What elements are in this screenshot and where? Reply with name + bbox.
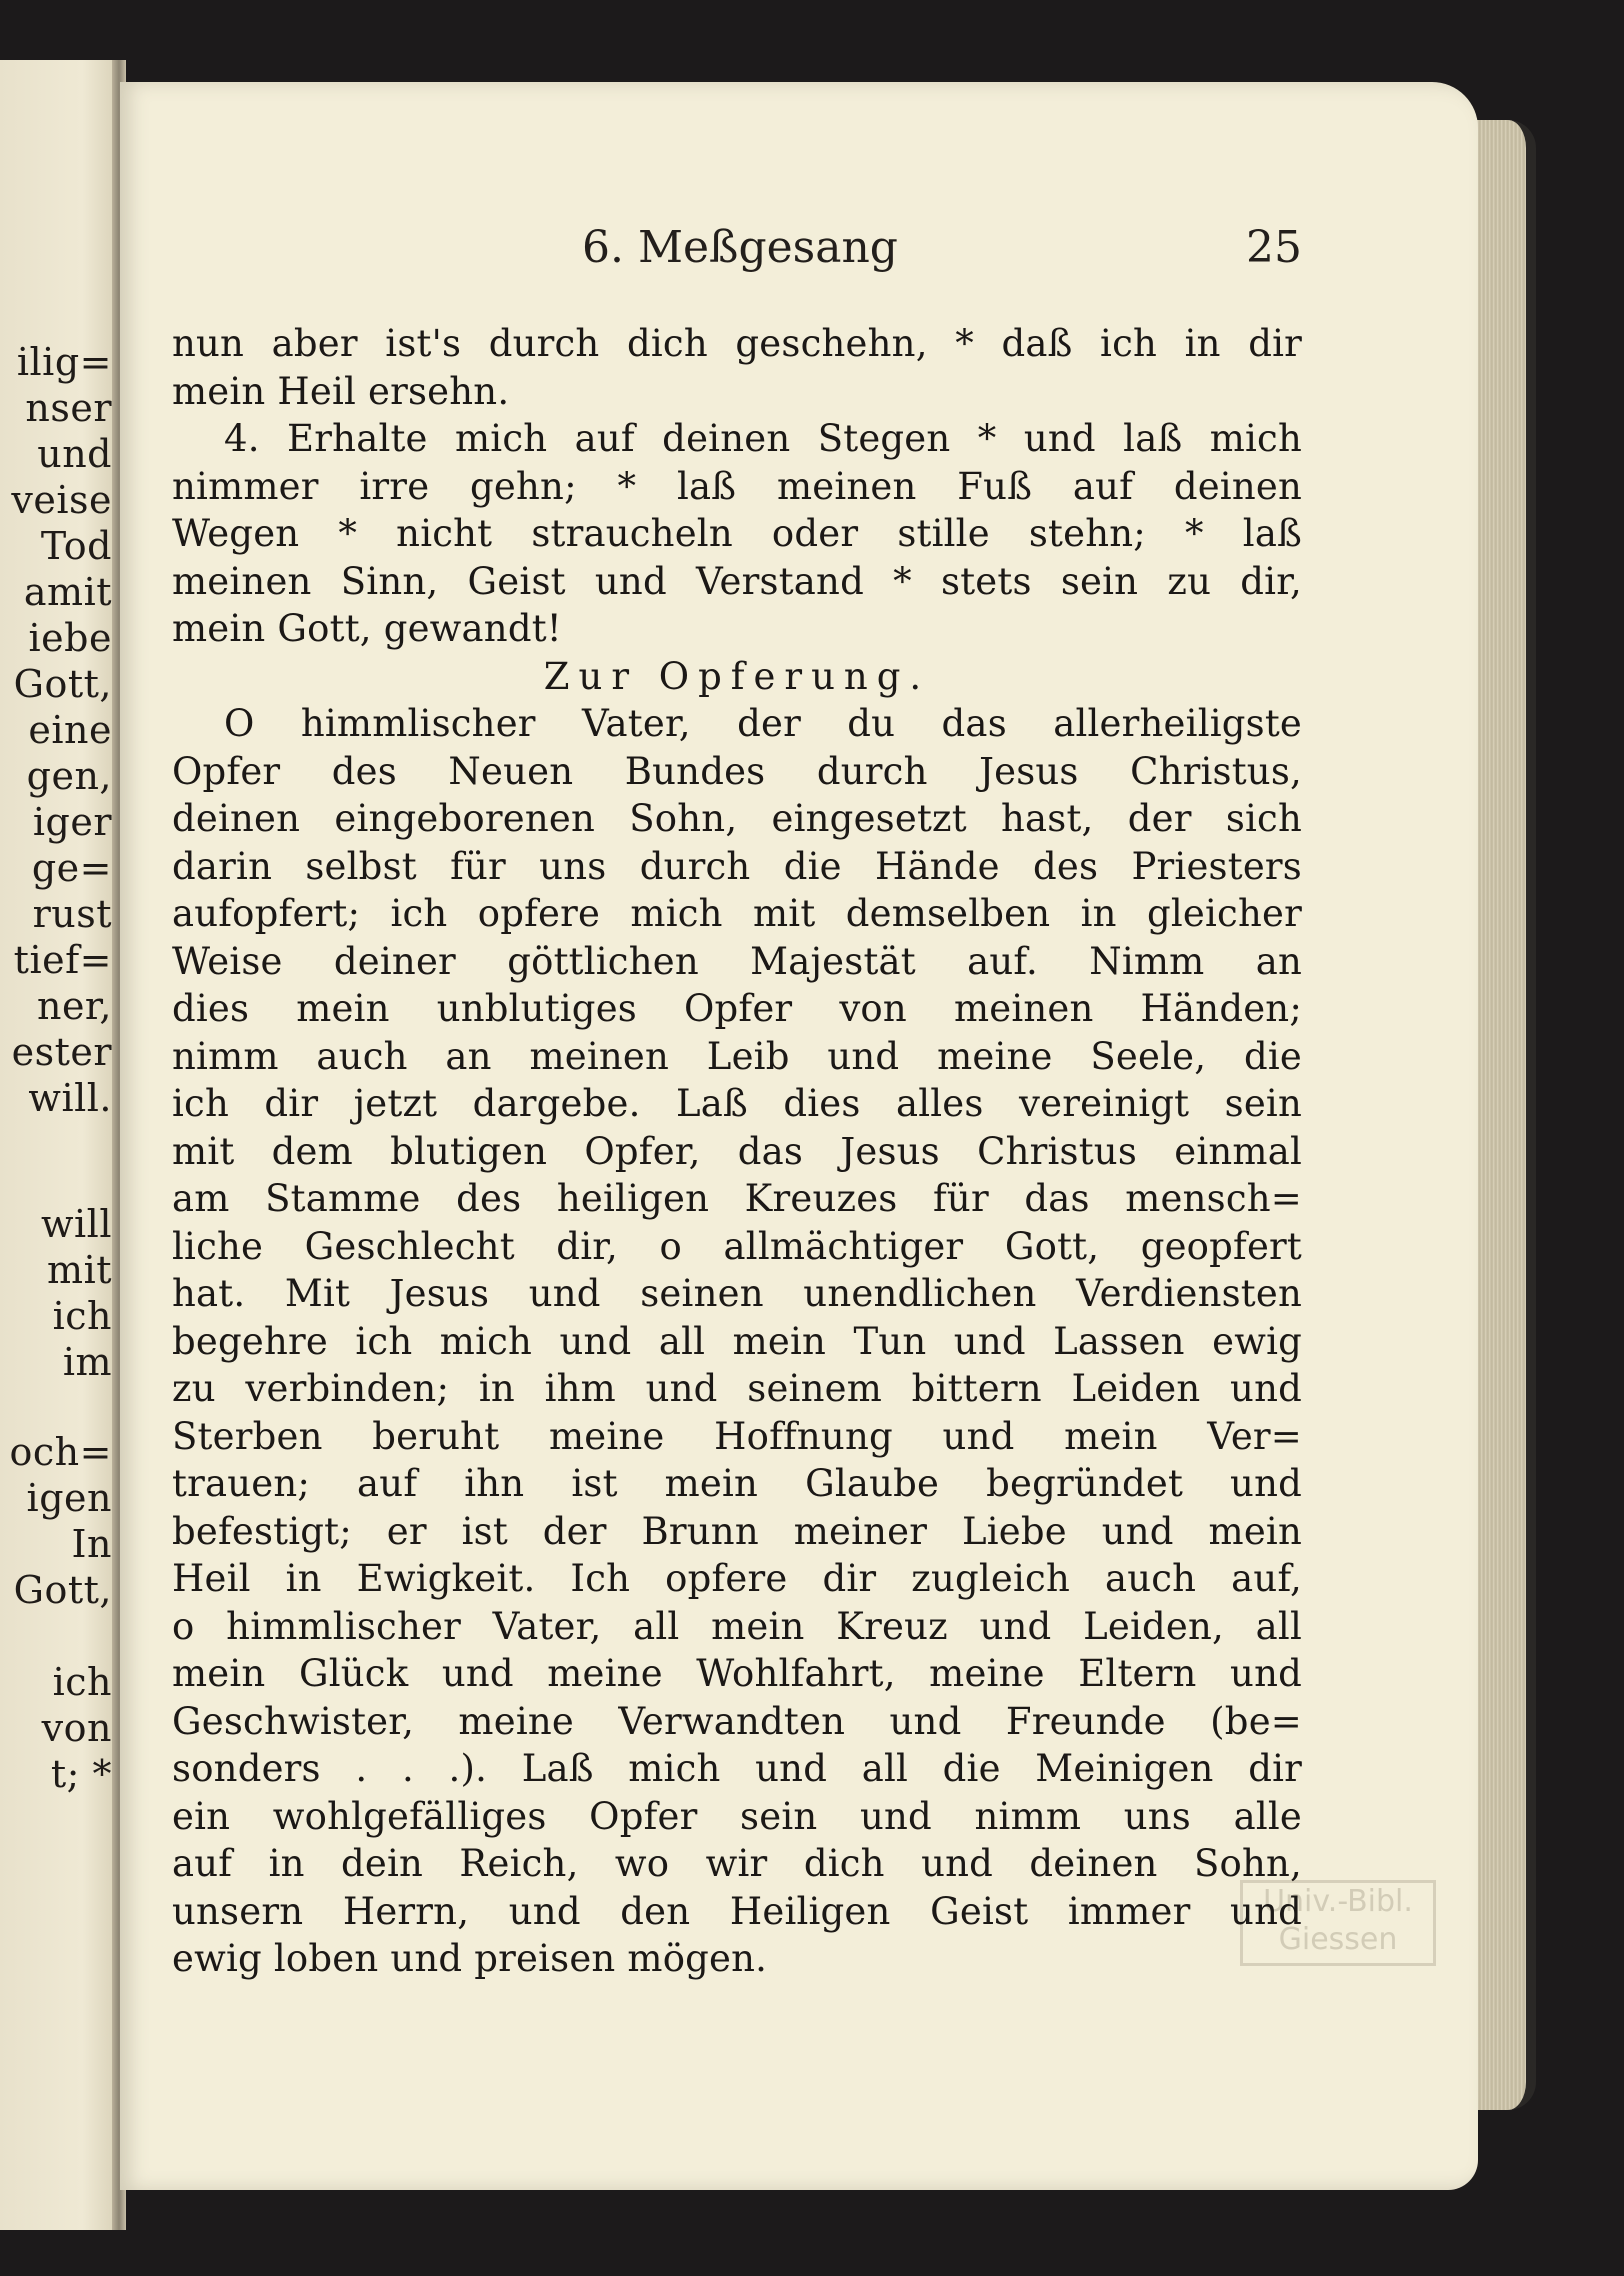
left-line: und [37, 432, 112, 476]
text-line: aufopfert; ich opfere mich mit demselben in gleicher [172, 892, 1302, 935]
text-line: hat. Mit Jesus und seinen unendlichen Verdiensten [172, 1272, 1302, 1315]
left-line: eine [28, 708, 112, 752]
left-line: veise [11, 478, 112, 522]
text-line: Opfer des Neuen Bundes durch Jesus Christus, [172, 749, 1302, 793]
text-line: mein Gott, gewandt! [172, 607, 562, 650]
section-heading: Zur Opferung. [543, 654, 931, 698]
text-line: ewig loben und preisen mögen. [172, 1937, 768, 1980]
left-line: rust [32, 892, 112, 936]
chapter-title: 6. Meßgesang [582, 222, 898, 273]
left-line: will. [28, 1076, 112, 1120]
text-line: o himmlischer Vater, all mein Kreuz und Leiden, all [172, 1604, 1302, 1648]
running-header [172, 222, 1302, 282]
text-line: darin selbst für uns durch die Hände des Priesters [172, 844, 1302, 888]
left-line: Tod [40, 524, 112, 568]
library-stamp: Univ.-Bibl. Giessen [1240, 1880, 1436, 1966]
left-line: Gott, [13, 1568, 112, 1612]
left-line: ner, [36, 984, 112, 1028]
left-line: tief= [13, 938, 112, 982]
left-line: von [41, 1706, 112, 1750]
text-line: ich dir jetzt dargebe. Laß dies alles vereinigt sein [172, 1082, 1302, 1125]
page-number: 25 [1246, 222, 1302, 273]
text-line: trauen; auf ihn ist mein Glaube begründet und [172, 1462, 1302, 1505]
left-line: im [62, 1340, 112, 1384]
text-line: nimmer irre gehn; * laß meinen Fuß auf deinen [172, 464, 1302, 508]
left-line: Gott, [13, 662, 112, 706]
left-line: will [41, 1202, 112, 1246]
body-text [172, 320, 1302, 1983]
text-line: Sterben beruht meine Hoffnung und mein Ver= [172, 1414, 1302, 1458]
text-line: mit dem blutigen Opfer, das Jesus Christus einmal [172, 1129, 1302, 1173]
left-line: mit [47, 1248, 112, 1292]
text-line: nimm auch an meinen Leib und meine Seele, die [172, 1034, 1302, 1078]
left-line: amit [23, 570, 112, 614]
text-line: mein Glück und meine Wohlfahrt, meine Eltern und [172, 1652, 1302, 1695]
text-line: unsern Herrn, und den Heiligen Geist immer und [172, 1889, 1302, 1933]
text-line: nun aber ist's durch dich geschehn, * daß ich in dir [172, 322, 1302, 365]
left-line: och= [9, 1430, 112, 1474]
text-line: dies mein unblutiges Opfer von meinen Händen; [172, 987, 1302, 1030]
text-line: O himmlischer Vater, der du das allerheiligste [224, 702, 1302, 745]
text-line: begehre ich mich und all mein Tun und Lassen ewig [172, 1319, 1302, 1363]
left-line: nser [25, 386, 112, 430]
text-line: auf in dein Reich, wo wir dich und deinen Sohn, [172, 1842, 1302, 1885]
text-line: meinen Sinn, Geist und Verstand * stets sein zu dir, [172, 559, 1302, 603]
text-line: sonders . . .). Laß mich und all die Meinigen dir [172, 1747, 1302, 1790]
text-line: Geschwister, meine Verwandten und Freunde (be= [172, 1699, 1302, 1743]
text-line: zu verbinden; in ihm und seinem bittern Leiden und [172, 1367, 1302, 1410]
left-line: ester [11, 1030, 112, 1074]
text-line: deinen eingeborenen Sohn, eingesetzt hast, der sich [172, 797, 1302, 840]
text-line: Heil in Ewigkeit. Ich opfere dir zugleich auch auf, [172, 1557, 1302, 1600]
text-line: am Stamme des heiligen Kreuzes für das mensch= [172, 1177, 1302, 1220]
text-line: Weise deiner göttlichen Majestät auf. Nimm an [172, 939, 1302, 983]
left-page-fragment [0, 60, 118, 2230]
text-line: Wegen * nicht straucheln oder stille stehn; * laß [172, 512, 1302, 555]
left-line: ich [52, 1294, 112, 1338]
left-line: iger [32, 800, 112, 844]
left-line: igen [26, 1476, 112, 1520]
text-line: ein wohlgefälliges Opfer sein und nimm uns alle [172, 1794, 1302, 1838]
left-line: gen, [26, 754, 112, 798]
left-line: ge= [31, 846, 112, 890]
left-line: ilig= [16, 340, 112, 384]
left-line: t; * [50, 1752, 112, 1796]
left-line: iebe [28, 616, 112, 660]
text-line: liche Geschlecht dir, o allmächtiger Gott, geopfert [172, 1224, 1302, 1268]
text-line: 4. Erhalte mich auf deinen Stegen * und laß mich [224, 417, 1302, 460]
left-line: In [71, 1522, 112, 1566]
text-line: befestigt; er ist der Brunn meiner Liebe und mein [172, 1509, 1302, 1553]
left-line: ich [52, 1660, 112, 1704]
text-line: mein Heil ersehn. [172, 369, 510, 413]
